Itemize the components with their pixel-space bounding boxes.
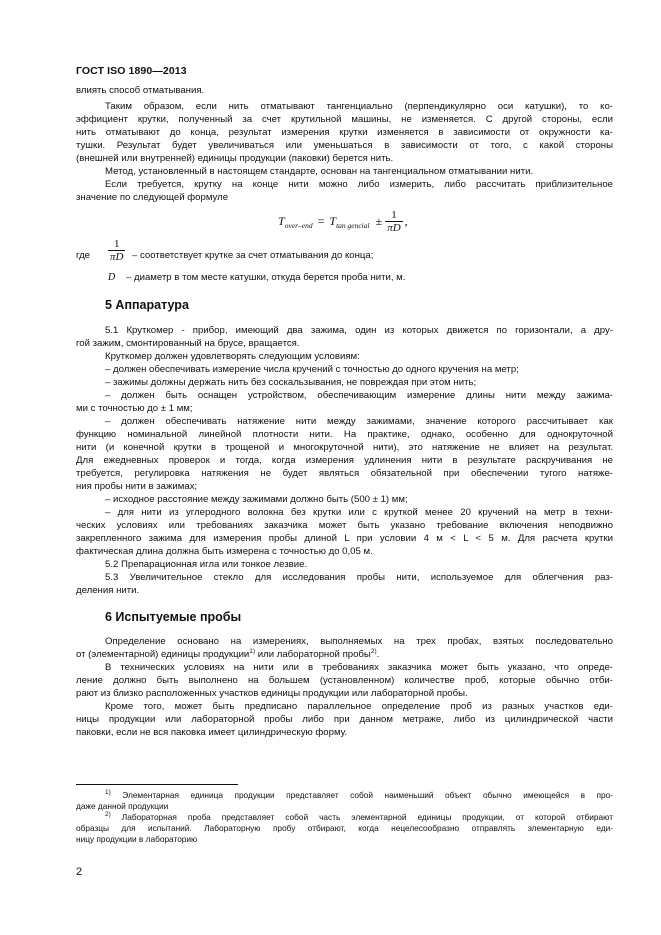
- intro-line: (внешней или внутренней) единицы продукции (паковки) берется нить.: [76, 153, 394, 164]
- intro-line: нить отматывают до конца, результат измерения крутки изменяется в зависимости от окружности ка-: [76, 127, 613, 138]
- section-6-text: .: [376, 649, 380, 660]
- footnote-2-marker: 2): [105, 811, 111, 819]
- section-5-line: – должен быть оснащен устройством, обеспечивающим измерение длины нити между зажима-: [105, 390, 613, 401]
- footnote-divider: [76, 784, 238, 785]
- footnote-1-marker: 1): [105, 789, 111, 797]
- section-5-line: фактическая длина должна быть измерена с точностью до 0,05 м.: [76, 546, 373, 557]
- section-6-line: ление должно быть выполнено на большем (установленном) количестве проб, которые обычно отби-: [76, 675, 613, 686]
- section-6-line: Кроме того, может быть предписано параллельное определение проб из разных участков еди-: [105, 701, 613, 712]
- section-5-line: гой зажим, смонтированный на брусе, вращается.: [76, 338, 300, 349]
- section-5-line: ческих условиях или требованиях заказчика может быть указано требование включения неподвижно: [76, 520, 613, 531]
- section-5-line: функцию номинальной линейной плотности нити. На практике, однако, особенно для однокруточной: [76, 429, 613, 440]
- intro-line: эффициент крутки, полученный за счет крутильной машины, не изменяется. С другой стороны, если: [76, 114, 613, 125]
- section-5-line: 5.2 Препарационная игла или тонкое лезвие.: [105, 559, 308, 570]
- intro-line: тушки. Результат будет увеличиваться или уменьшаться в зависимости от того, с какой стороны: [76, 140, 613, 151]
- footnote-1-line: [105, 790, 613, 801]
- section-6-line: Определение основано на измерениях, выполняемых на трех пробах, взятых последовательно: [105, 636, 613, 647]
- formula-rhs-subscript: tan gencial: [336, 220, 370, 230]
- document-header: ГОСТ ISO 1890—2013: [76, 65, 187, 77]
- section-5-line: – должен обеспечивать натяжение нити между зажимами, значение которого рассчитывает как: [105, 416, 613, 427]
- section-6-title: 6 Испытуемые пробы: [105, 610, 242, 624]
- section-6-line: В технических условиях на нити или в требованиях заказчика может быть указано, что опреде-: [105, 662, 613, 673]
- section-5-line: 5.3 Увеличительное стекло для исследования пробы нити, используемое для облегчения раз-: [105, 572, 613, 583]
- formula-lhs-subscript: over–end: [284, 220, 313, 230]
- section-5-line: Круткомер должен удовлетворять следующим условиям:: [105, 351, 360, 362]
- section-6-line: ницы продукции или лабораторной пробы либо при данном метраже, либо из цилиндрической части: [76, 714, 613, 725]
- formula-equals: =: [317, 213, 325, 228]
- section-5-line: – для нити из углеродного волокна без крутки или с круткой менее 20 кручений на метр в техни-: [105, 507, 613, 518]
- intro-line: Таким образом, если нить отматывают тангенциально (перпендикулярно оси катушки), то ко-: [105, 101, 613, 112]
- where-fraction: [108, 238, 125, 263]
- where-d-symbol: D: [108, 272, 116, 283]
- where-fraction-numerator: 1: [113, 238, 120, 250]
- footnote-ref-1: 1): [249, 647, 256, 655]
- section-5-line: ния пробы нити в зажимах;: [76, 481, 198, 492]
- where-fraction-description: – соответствует крутке за счет отматывания до конца;: [132, 250, 374, 261]
- intro-line: Если требуется, крутку на конце нити можно либо измерить, либо рассчитать приблизительное: [105, 179, 613, 190]
- section-6-line: паковки, если не вся паковка имеет цилиндрическую форму.: [76, 727, 348, 738]
- section-6-line: рают из близко расположенных участков единицы продукции или лабораторной пробы.: [76, 688, 468, 699]
- section-6-text: или лабораторной пробы: [255, 649, 371, 660]
- intro-line: значение по следующей формуле: [76, 192, 229, 203]
- formula-fraction: [385, 209, 402, 234]
- footnote-1-text: Элементарная единица продукции представляет собой наименьший объект обычно имеющейся в про-: [110, 790, 613, 800]
- intro-line: Метод, установленный в настоящем стандарте, основан на тангенциальном отматывании нити.: [105, 166, 534, 177]
- section-5-title: 5 Аппаратура: [105, 298, 189, 312]
- section-5-line: закрепленного зажима для измерения пробы длиной L при условии 4 м < L < 5 м. Для расчета крутки: [76, 533, 613, 544]
- section-5-line: – должен обеспечивать измерение числа кручений с точностью до одного кручения на метр;: [105, 364, 519, 375]
- footnote-1-line: даже данной продукции: [76, 801, 169, 811]
- formula-lhs: T: [278, 213, 285, 228]
- where-fraction-denominator: πD: [110, 251, 124, 263]
- formula-denominator: πD: [387, 221, 401, 234]
- footnote-2-text: Лабораторная проба представляет собой часть элементарной единицы продукции, от которой отбирают: [110, 812, 613, 822]
- footnote-2-line: образцы для испытаний. Лабораторную пробу отбирают, когда нецелесообразно отправлять элементарную еди-: [76, 823, 613, 833]
- formula-rhs: T: [329, 213, 337, 228]
- intro-line: влиять способ отматывания.: [76, 85, 205, 96]
- where-label: где: [76, 250, 91, 261]
- section-5-line: деления нити.: [76, 585, 140, 596]
- section-5-line: 5.1 Круткомер - прибор, имеющий два зажима, один из которых движется по горизонтали, а дру-: [105, 325, 613, 336]
- section-5-line: – исходное расстояние между зажимами должно быть (500 ± 1) мм;: [105, 494, 408, 505]
- footnote-2-line: ницу продукции в лабораторию: [76, 834, 198, 844]
- page-number: 2: [76, 866, 83, 878]
- section-5-line: ми с точностью до ± 1 мм;: [76, 403, 193, 414]
- section-5-line: Для ежедневных проверок и тогда, когда измерения удлинения нити в результате раскручивания не: [76, 455, 613, 466]
- footnote-2-line: [105, 812, 613, 823]
- formula-comma: ,: [404, 213, 408, 228]
- formula-numerator: 1: [391, 208, 397, 221]
- formula-plus-minus: ±: [375, 213, 383, 228]
- where-d-description: – диаметр в том месте катушки, откуда берется проба нити, м.: [126, 272, 406, 283]
- footnote-ref-2: 2): [370, 647, 377, 655]
- section-5-line: нити (и конечной крутки в трощеной и многокруточной нити), это натяжение не влияет на результат.: [76, 442, 613, 453]
- section-6-text: от (элементарной) единицы продукции: [76, 649, 250, 660]
- section-5-line: требуется, регулировка натяжения не будет являться обязательной при обеспечении тугого натяже-: [76, 468, 613, 479]
- section-5-line: – зажимы должны держать нить без соскальзывания, не повреждая при этом нить;: [105, 377, 477, 388]
- twist-formula: [278, 205, 408, 237]
- section-6-line: [76, 649, 379, 661]
